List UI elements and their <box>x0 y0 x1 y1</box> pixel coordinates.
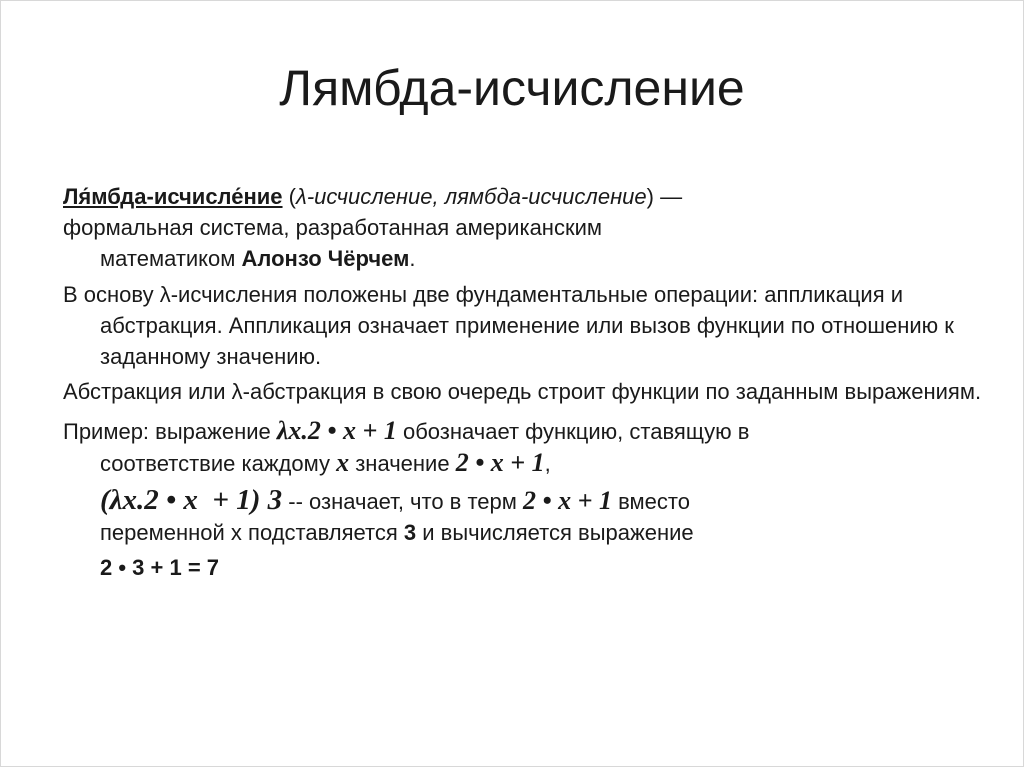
example-line-2-start: соответствие каждому <box>100 451 337 476</box>
operations-line-2: аппликация и абстракция. Аппликация означает применение <box>100 282 904 338</box>
close-dash: ) — <box>646 184 683 209</box>
abstraction-line-2: заданным выражениям. <box>735 379 982 404</box>
example-line-4-start: переменной х подставляется <box>100 520 404 545</box>
example-line-2 <box>63 447 983 479</box>
abstraction-line-1: Абстракция или λ-абстракция в свою очередь строит функции по <box>63 379 730 404</box>
example-line-4-num: 3 <box>403 520 417 545</box>
example-expr-1: λx.2 • x + 1 <box>276 416 397 445</box>
example-line-3-end: вместо <box>611 489 690 514</box>
term-link[interactable]: Ля́мбда-исчисле́ние <box>63 184 283 209</box>
example-line-3 <box>63 485 983 517</box>
definition-line-1: формальная система, разработанная американским <box>63 215 602 240</box>
example-line-2-mid: значение <box>349 451 456 476</box>
example-line-2-end: , <box>544 451 551 476</box>
example-after-1: обозначает функцию, ставящую в <box>396 419 750 444</box>
term-aliases: λ-исчисление, лямбда-исчисление <box>295 184 647 209</box>
example-line-4 <box>63 517 983 548</box>
definition-line-2: математиком <box>100 246 242 271</box>
example-var-x: x <box>336 448 350 477</box>
definition-paragraph <box>63 181 983 274</box>
example-expr-2: 2 • x + 1 <box>455 448 545 477</box>
abstraction-paragraph <box>63 376 983 407</box>
example-expr-3: (λx.2 • x + 1) 3 <box>100 484 283 516</box>
author-name: Алонзо Чёрчем <box>241 246 410 271</box>
example-line-1 <box>63 415 983 447</box>
definition-end: . <box>409 246 416 271</box>
example-line-4-end: и вычисляется выражение <box>416 520 694 545</box>
example-result: 2 • 3 + 1 = 7 <box>100 555 220 580</box>
operations-line-1: В основу λ-исчисления положены две фундаментальные операции: <box>63 282 759 307</box>
example-lead: Пример: выражение <box>63 419 277 444</box>
operations-line-3: или вызов функции по отношению к заданному значению. <box>100 313 954 369</box>
example-expr-4: 2 • x + 1 <box>523 486 612 515</box>
example-line-3-mid: -- означает, что в терм <box>282 489 524 514</box>
example-block <box>63 415 983 583</box>
open-paren: ( <box>282 184 296 209</box>
slide-title: Лямбда-исчисление <box>279 60 745 116</box>
operations-paragraph <box>63 279 983 372</box>
slide-body <box>63 181 983 583</box>
